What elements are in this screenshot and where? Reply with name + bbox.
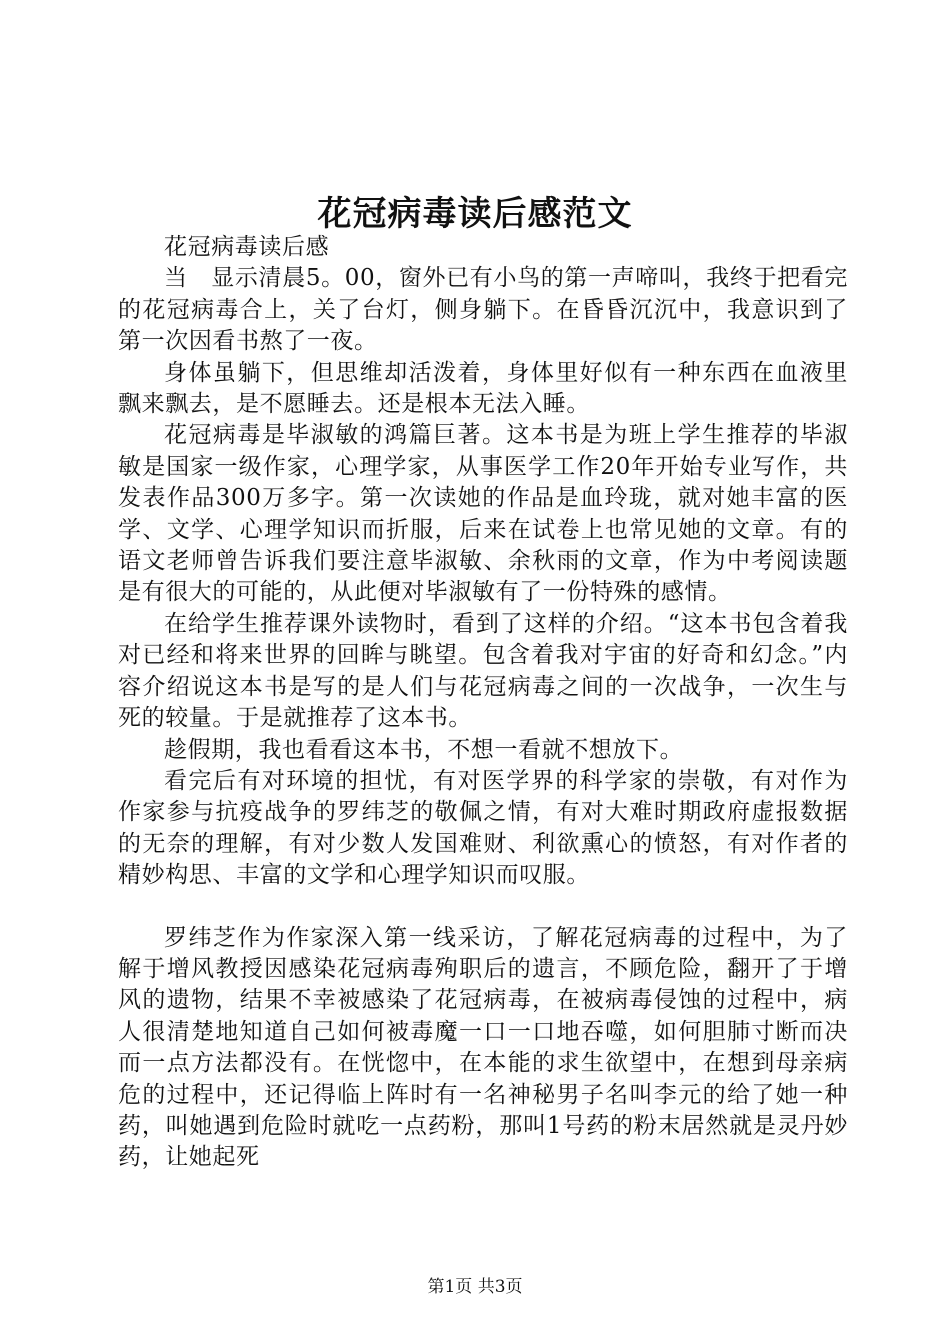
paragraph: 在给学生推荐课外读物时，看到了这样的介绍。“这本书包含着我对已经和将来世界的回眸与眺望。包含着我对宇宙的好奇和幻念。”内容介绍说这本书是写的是人们与花冠病毒之间的一次战争，一次生与死的较量。于是就推荐了这本书。 [118, 610, 848, 732]
paragraph: 罗纬芝作为作家深入第一线采访，了解花冠病毒的过程中，为了解于增风教授因感染花冠病毒殉职后的遗言，不顾危险，翻开了于增风的遗物，结果不幸被感染了花冠病毒，在被病毒侵蚀的过程中，病人很清楚地知道自己如何被毒魔一口一口地吞噬，如何胆肺寸断而决而一点方法都没有。在恍惚中，在本能的求生欲望中，在想到母亲病危的过程中，还记得临上阵时有一名神秘男子名叫李元的给了她一种药，叫她遇到危险时就吃一点药粉，那叫1号药的粉末居然就是灵丹妙药，让她起死 [118, 924, 848, 1171]
page-number-footer: 第1页 共3页 [427, 1277, 523, 1297]
paragraph: 当 显示清晨5。00，窗外已有小鸟的第一声啼叫，我终于把看完的花冠病毒合上，关了台灯，侧身躺下。在昏昏沉沉中，我意识到了第一次因看书熬了一夜。 [118, 265, 848, 355]
paragraph: 花冠病毒是毕淑敏的鸿篇巨著。这本书是为班上学生推荐的毕淑敏是国家一级作家，心理学家，从事医学工作20年开始专业写作，共发表作品300万多字。第一次读她的作品是血玲珑，就对她丰富的医学、文学、心理学知识而折服，后来在试卷上也常见她的文章。有的语文老师曾告诉我们要注意毕淑敏、余秋雨的文章，作为中考阅读题是有很大的可能的，从此便对毕淑敏有了一份特殊的感情。 [118, 422, 848, 606]
paragraph: 身体虽躺下，但思维却活泼着，身体里好似有一种东西在血液里飘来飘去，是不愿睡去。还是根本无法入睡。 [118, 359, 848, 418]
paragraph-subheading: 花冠病毒读后感 [164, 234, 330, 260]
document-body [118, 232, 848, 1174]
page-title: 花冠病毒读后感范文 [317, 194, 633, 234]
paragraph-spacer [118, 892, 848, 923]
paragraph: 趁假期，我也看看这本书，不想一看就不想放下。 [164, 736, 684, 763]
paragraph: 看完后有对环境的担忧，有对医学界的科学家的崇敬，有对作为作家参与抗疫战争的罗纬芝的敬佩之情，有对大难时期政府虚报数据的无奈的理解，有对少数人发国难财、利欲熏心的愤怒，有对作者的精妙构思、丰富的文学和心理学知识而叹服。 [118, 767, 848, 889]
